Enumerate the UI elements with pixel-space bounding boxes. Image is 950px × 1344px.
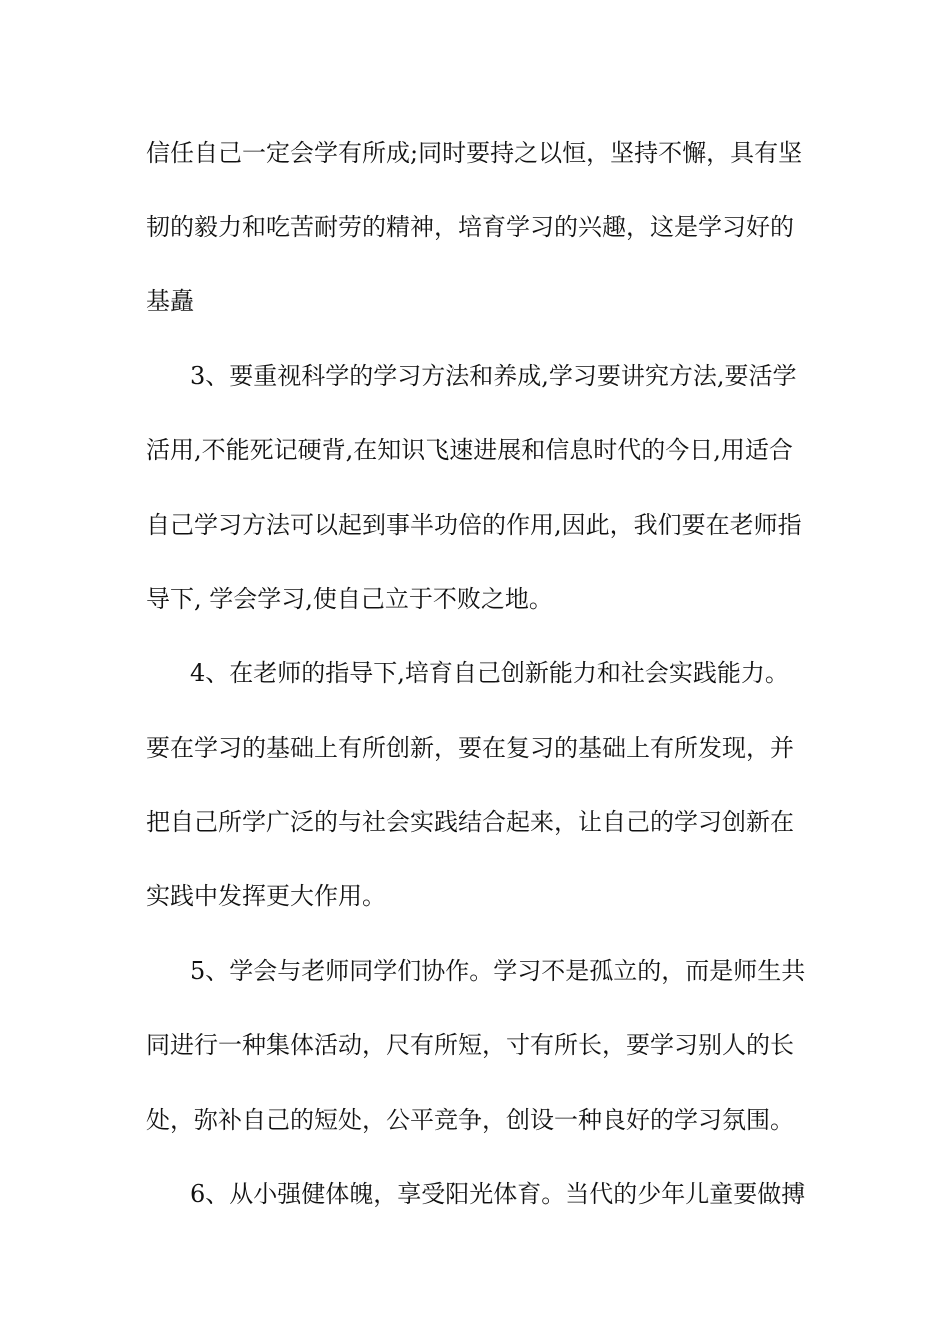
paragraph-start-3: 3、要重视科学的学习方法和养成,学习要讲究方法,要活学	[190, 362, 797, 390]
paragraph-start-4: 4、在老师的指导下,培育自己创新能力和社会实践能力。	[190, 659, 789, 687]
text-line: 基矗	[146, 287, 194, 315]
text-line: 导下, 学会学习,使自己立于不败之地。	[146, 585, 553, 613]
text-line: 要在学习的基础上有所创新，要在复习的基础上有所发现，并	[146, 734, 794, 762]
paragraph-start-5: 5、学会与老师同学们协作。学习不是孤立的，而是师生共	[190, 957, 806, 985]
paragraph-start-6: 6、从小强健体魄，享受阳光体育。当代的少年儿童要做搏	[190, 1180, 806, 1208]
text-line: 自己学习方法可以起到事半功倍的作用,因此，我们要在老师指	[146, 511, 802, 539]
text-line: 实践中发挥更大作用。	[146, 882, 386, 910]
text-line: 同进行一种集体活动，尺有所短，寸有所长，要学习别人的长	[146, 1031, 794, 1059]
text-line: 活用,不能死记硬背,在知识飞速进展和信息时代的今日,用适合	[146, 436, 793, 464]
text-line: 信任自己一定会学有所成;同时要持之以恒，坚持不懈，具有坚	[146, 139, 803, 167]
text-line: 把自己所学广泛的与社会实践结合起来，让自己的学习创新在	[146, 808, 794, 836]
text-line: 处，弥补自己的短处，公平竞争，创设一种良好的学习氛围。	[146, 1106, 794, 1134]
text-line: 韧的毅力和吃苦耐劳的精神，培育学习的兴趣，这是学习好的	[146, 213, 794, 241]
